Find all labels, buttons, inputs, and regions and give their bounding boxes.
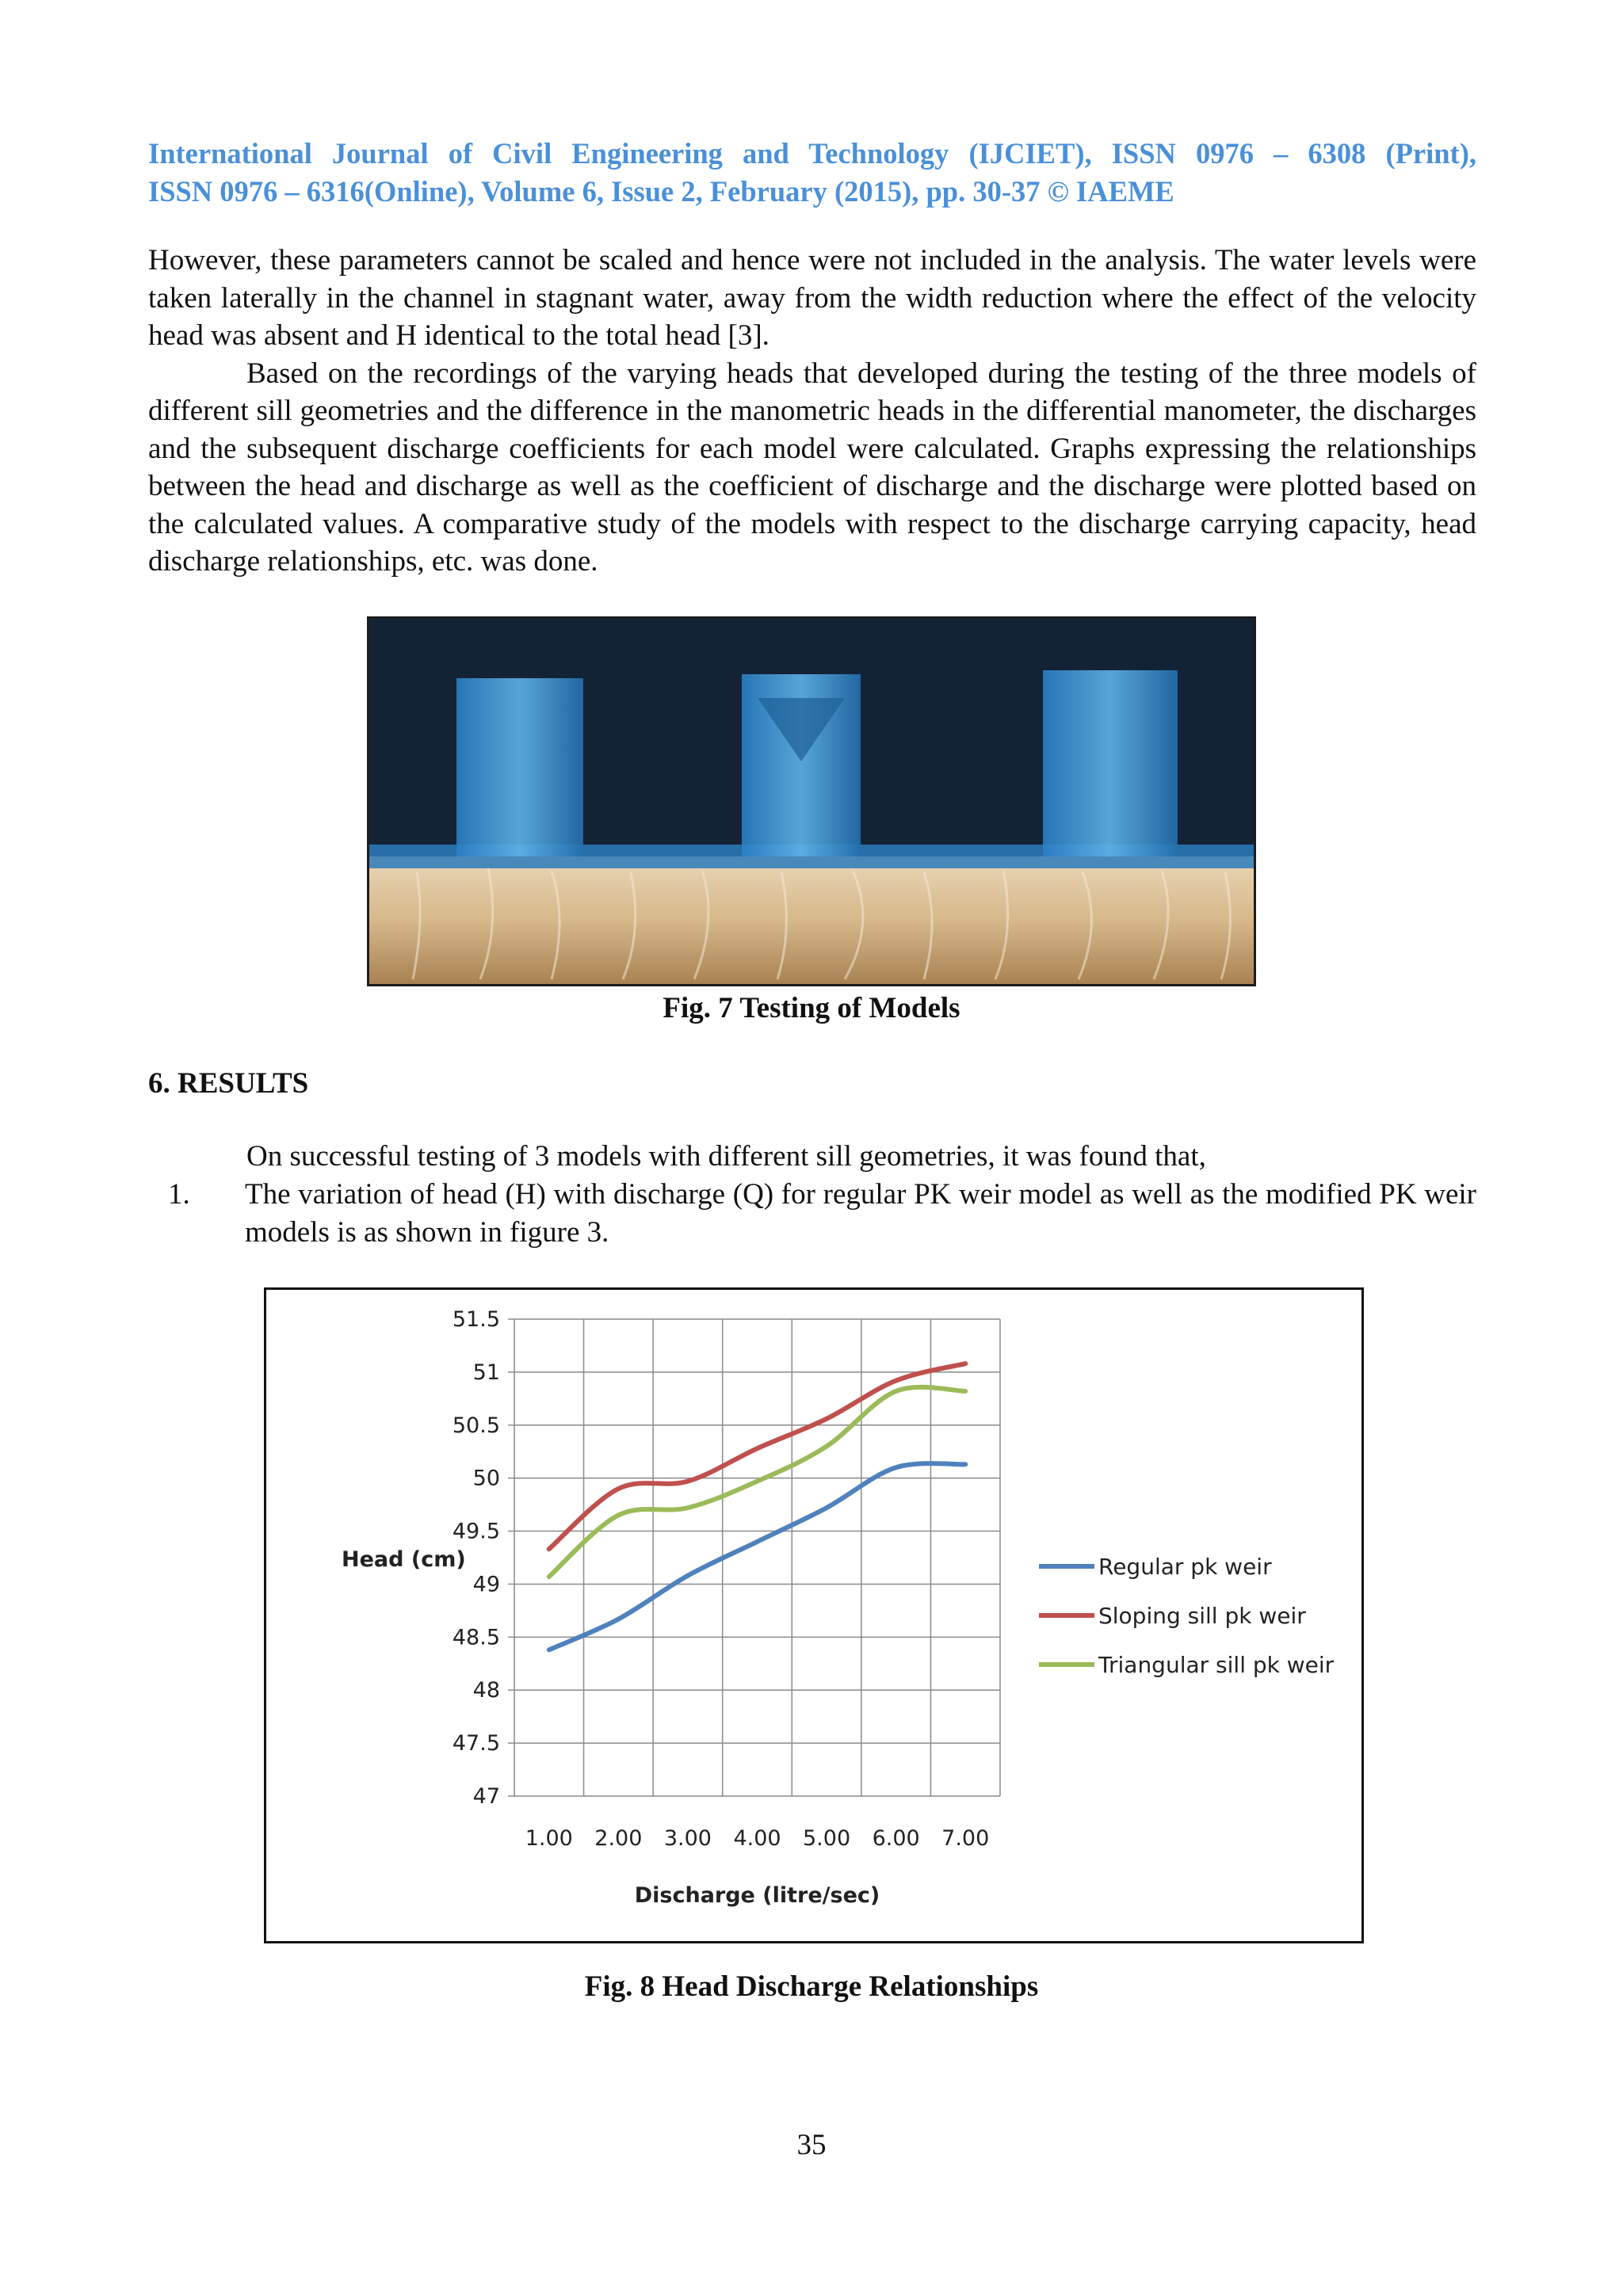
- y-tick-label: 48.5: [452, 1625, 500, 1650]
- x-axis-title: Discharge (litre/sec): [634, 1883, 880, 1908]
- legend-label-1: Sloping sill pk weir: [1098, 1603, 1306, 1629]
- journal-header-line-2: ISSN 0976 – 6316(Online), Volume 6, Issue 2, February (2015), pp. 30-37 © IAEME: [148, 175, 1174, 208]
- results-intro: On successful testing of 3 models with different sill geometries, it was found that,: [246, 1140, 1206, 1173]
- figure-7-caption: Fig. 7 Testing of Models: [663, 992, 960, 1024]
- paragraph-1: However, these parameters cannot be scaled and hence were not included in the analysis. The water levels were taken laterally in the channel in stagnant water, away from the width reduction where the effect of the velocity head was absent and H identical to the total head [3].: [148, 244, 1476, 352]
- results-intro-block: [148, 1138, 1476, 1176]
- x-tick-label: 4.00: [733, 1826, 781, 1851]
- x-tick-label: 1.00: [525, 1826, 573, 1851]
- y-axis-title: Head (cm): [342, 1547, 466, 1572]
- figure-8-chart: [264, 1287, 1364, 1943]
- x-tick-label: 7.00: [941, 1826, 990, 1851]
- y-tick-label: 49: [472, 1572, 500, 1597]
- figure-7-photo: [367, 616, 1256, 986]
- legend-label-0: Regular pk weir: [1098, 1554, 1272, 1580]
- body-paragraphs: [148, 242, 1476, 581]
- y-tick-label: 47: [472, 1784, 500, 1809]
- section-heading-results: 6. RESULTS: [148, 1067, 309, 1100]
- list-item-text: The variation of head (H) with discharge (Q) for regular PK weir model as well as the modified PK weir models is as shown in figure 3.: [245, 1178, 1476, 1249]
- y-tick-label: 50.5: [452, 1413, 500, 1438]
- x-tick-label: 5.00: [803, 1826, 851, 1851]
- legend-label-2: Triangular sill pk weir: [1098, 1652, 1335, 1678]
- y-tick-label: 50: [472, 1466, 500, 1491]
- page-number: 35: [796, 2129, 827, 2161]
- y-tick-label: 49.5: [452, 1519, 500, 1544]
- journal-header: [148, 135, 1476, 211]
- list-number: 1.: [168, 1178, 190, 1211]
- x-tick-label: 3.00: [663, 1826, 712, 1851]
- journal-header-line-1: International Journal of Civil Engineering and Technology (IJCIET), ISSN 0976 – 6308 (Print),: [148, 137, 1476, 170]
- y-tick-label: 47.5: [452, 1731, 500, 1756]
- y-tick-label: 48: [472, 1678, 500, 1703]
- x-tick-label: 2.00: [594, 1826, 643, 1851]
- y-tick-label: 51: [472, 1360, 500, 1385]
- x-tick-label: 6.00: [872, 1826, 920, 1851]
- results-list-item-1: [148, 1176, 1476, 1251]
- series-line-2: [549, 1387, 965, 1577]
- figure-8-caption: Fig. 8 Head Discharge Relationships: [584, 1970, 1039, 2003]
- paragraph-2: Based on the recordings of the varying heads that developed during the testing of the three models of different sill geometries and the difference in the manometric heads in the differential manometer, the discharges and the subsequent discharge coefficients for each model were calculated. Graphs expressing the relationships between the head and discharge as well as the coefficient of discharge and the discharge were plotted based on the calculated values. A comparative study of the models with respect to the discharge carrying capacity, head discharge relationships, etc. was done.: [148, 357, 1476, 578]
- model-testing-illustration: [369, 619, 1254, 984]
- head-discharge-chart: [266, 1290, 1361, 1941]
- y-tick-label: 51.5: [452, 1307, 500, 1332]
